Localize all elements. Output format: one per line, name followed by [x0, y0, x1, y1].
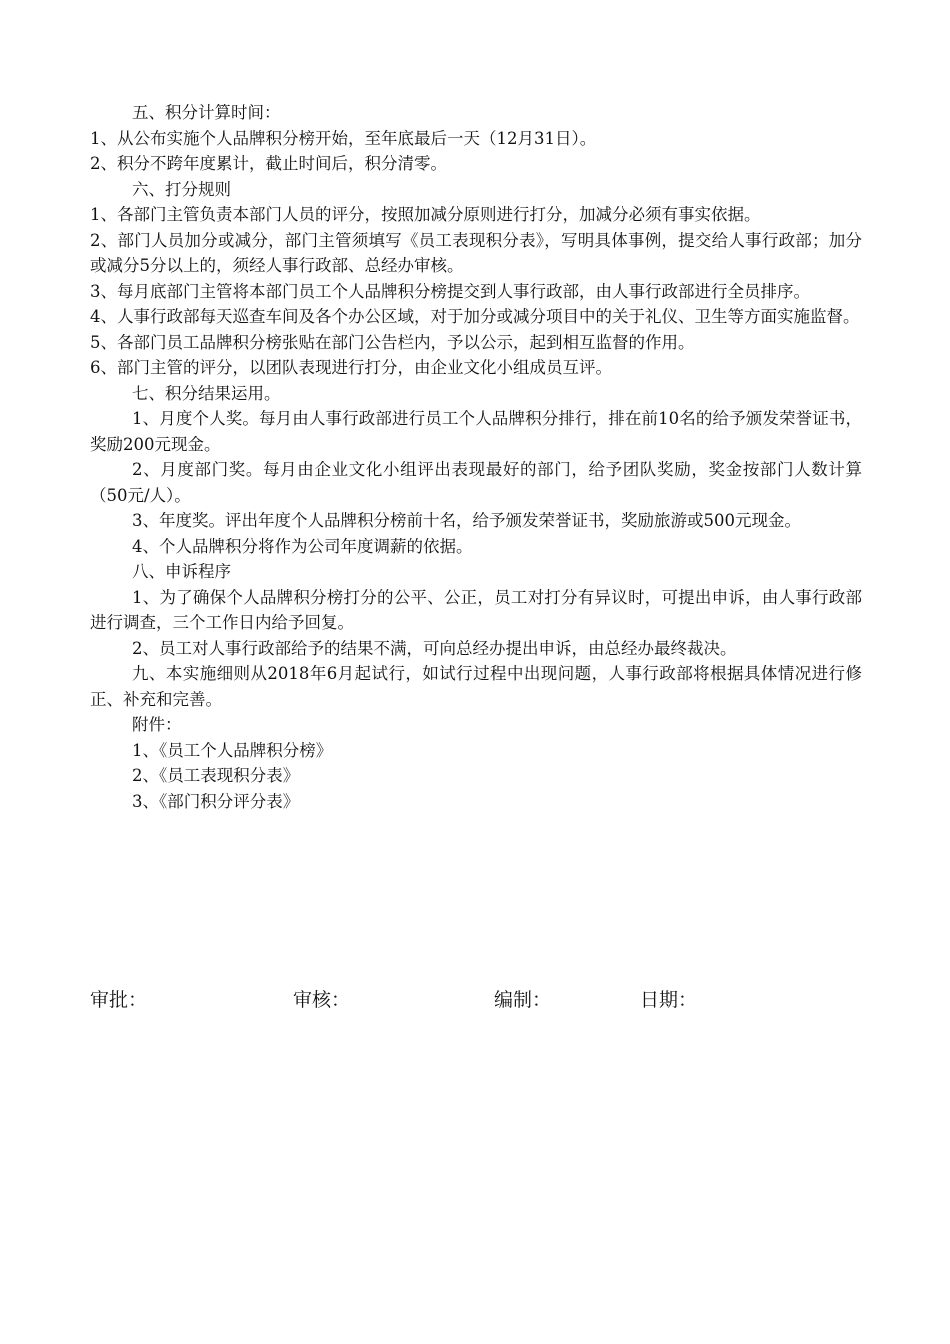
annex-item: 2、《员工表现积分表》 [132, 766, 300, 785]
review-label: 审核： [293, 989, 351, 1011]
section-6-item: 6、部门主管的评分，以团队表现进行打分，由企业文化小组成员互评。 [90, 358, 612, 377]
section-5-item: 2、积分不跨年度累计，截止时间后，积分清零。 [90, 154, 447, 173]
section-6-title: 六、打分规则 [132, 179, 231, 199]
section-7-item: 1、月度个人奖。每月由人事行政部进行员工个人品牌积分排行，排在前10名的给予颁发荣誉证书，奖励200元现金。 [90, 409, 862, 454]
approve-label: 审批： [90, 989, 148, 1011]
section-5-item: 1、从公布实施个人品牌积分榜开始，至年底最后一天（12月31日）。 [90, 128, 597, 148]
signature-row [90, 986, 862, 1016]
section-5-title: 五、积分计算时间： [132, 103, 281, 122]
section-7-item: 2、月度部门奖。每月由企业文化小组评出表现最好的部门，给予团队奖励，奖金按部门人数计算（50元/人）。 [90, 460, 862, 505]
section-6-item: 3、每月底部门主管将本部门员工个人品牌积分榜提交到人事行政部，由人事行政部进行全员排序。 [90, 281, 810, 301]
section-6-item: 2、部门人员加分或减分，部门主管须填写《员工表现积分表》，写明具体事例，提交给人事行政部；加分或减分5分以上的，须经人事行政部、总经办审核。 [90, 230, 862, 275]
section-7-item: 4、个人品牌积分将作为公司年度调薪的依据。 [132, 536, 473, 556]
prepare-label: 编制： [494, 989, 552, 1011]
annex-item: 1、《员工个人品牌积分榜》 [132, 740, 333, 760]
section-6-item: 5、各部门员工品牌积分榜张贴在部门公告栏内，予以公示，起到相互监督的作用。 [90, 332, 695, 352]
date-label: 日期： [640, 989, 698, 1011]
section-9-text: 九、本实施细则从2018年6月起试行，如试行过程中出现问题，人事行政部将根据具体情况进行修正、补充和完善。 [90, 664, 862, 709]
section-6-item: 1、各部门主管负责本部门人员的评分，按照加减分原则进行打分，加减分必须有事实依据。 [90, 205, 761, 224]
document-body [90, 100, 862, 814]
section-6-item: 4、人事行政部每天巡查车间及各个办公区域，对于加分或减分项目中的关于礼仪、卫生等方面实施监督。 [90, 307, 860, 326]
section-7-item: 3、年度奖。评出年度个人品牌积分榜前十名，给予颁发荣誉证书，奖励旅游或500元现金。 [132, 511, 801, 530]
section-8-title: 八、申诉程序 [132, 562, 231, 581]
section-8-item: 2、员工对人事行政部给予的结果不满，可向总经办提出申诉，由总经办最终裁决。 [132, 638, 737, 658]
annex-item: 3、《部门积分评分表》 [132, 791, 300, 811]
section-7-title: 七、积分结果运用。 [132, 383, 281, 403]
annex-title: 附件： [132, 715, 182, 734]
section-8-item: 1、为了确保个人品牌积分榜打分的公平、公正，员工对打分有异议时，可提出申诉，由人事行政部进行调查，三个工作日内给予回复。 [90, 587, 862, 632]
